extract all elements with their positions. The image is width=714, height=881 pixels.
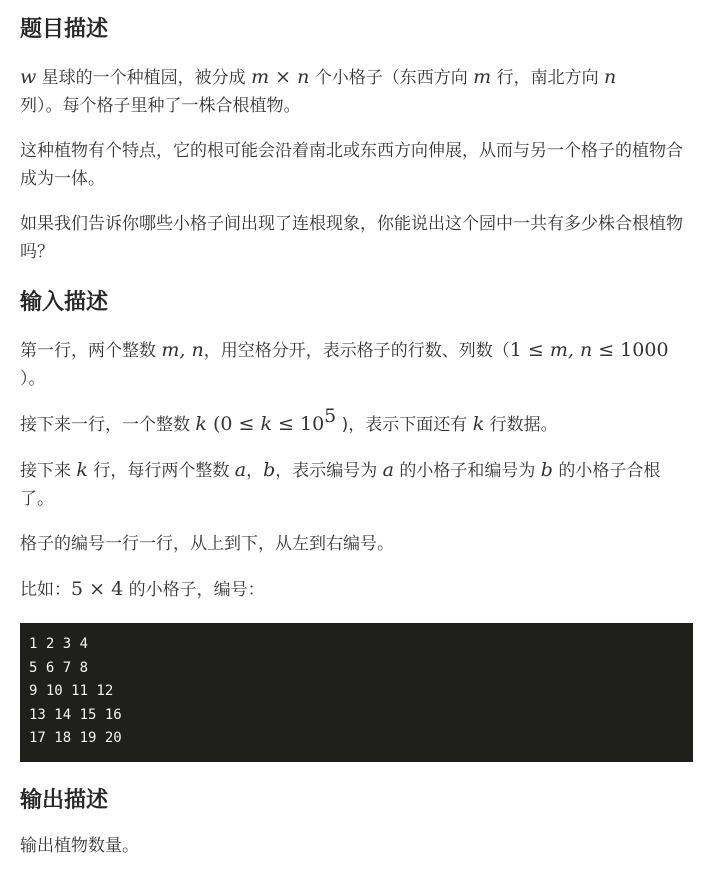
section-title-input: 输入描述: [20, 290, 109, 315]
section-title-description: 题目描述: [20, 17, 109, 42]
input-paragraph-5: 比如：5 × 4 的小格子，编号：: [20, 578, 265, 600]
code-line: 1 2 3 4: [29, 636, 89, 652]
code-line: 9 10 11 12: [29, 683, 114, 699]
description-paragraph-1: w 星球的一个种植园，被分成 m × n 个小格子（东西方向 m 行，南北方向 n 列）。每个格子里种了一株合根植物。: [20, 66, 617, 116]
description-paragraph-2: 这种植物有个特点，它的根可能会沿着南北或东西方向伸展，从而与另一个格子的植物合成为一体。: [20, 141, 683, 189]
section-title-output: 输出描述: [20, 787, 109, 813]
code-line: 13 14 15 16: [29, 706, 122, 723]
description-paragraph-3: 如果我们告诉你哪些小格子间出现了连根现象，你能说出这个园中一共有多少株合根植物吗？: [20, 214, 683, 262]
problem-statement: [20, 16, 693, 860]
input-paragraph-1: 第一行，两个整数 m, n，用空格分开，表示格子的行数、列数（1 ≤ m, n ≤ 1000 ）。: [20, 339, 669, 389]
var-w: w: [20, 66, 37, 88]
input-paragraph-3: 接下来 k 行，每行两个整数 a，b，表示编号为 a 的小格子和编号为 b 的小格子合根了。: [20, 459, 661, 509]
code-line: 5 6 7 8: [29, 659, 89, 676]
code-block-example-grid: [20, 623, 693, 762]
output-paragraph-1: 输出植物数量。: [20, 835, 139, 856]
code-line: 17 18 19 20: [29, 730, 122, 746]
input-paragraph-4: 格子的编号一行一行，从上到下，从左到右编号。: [20, 534, 394, 554]
input-paragraph-2: 接下来一行，一个整数 k ($0 \le k \le 10^5$ )，表示下面还有 k 行数据。: [20, 405, 558, 435]
